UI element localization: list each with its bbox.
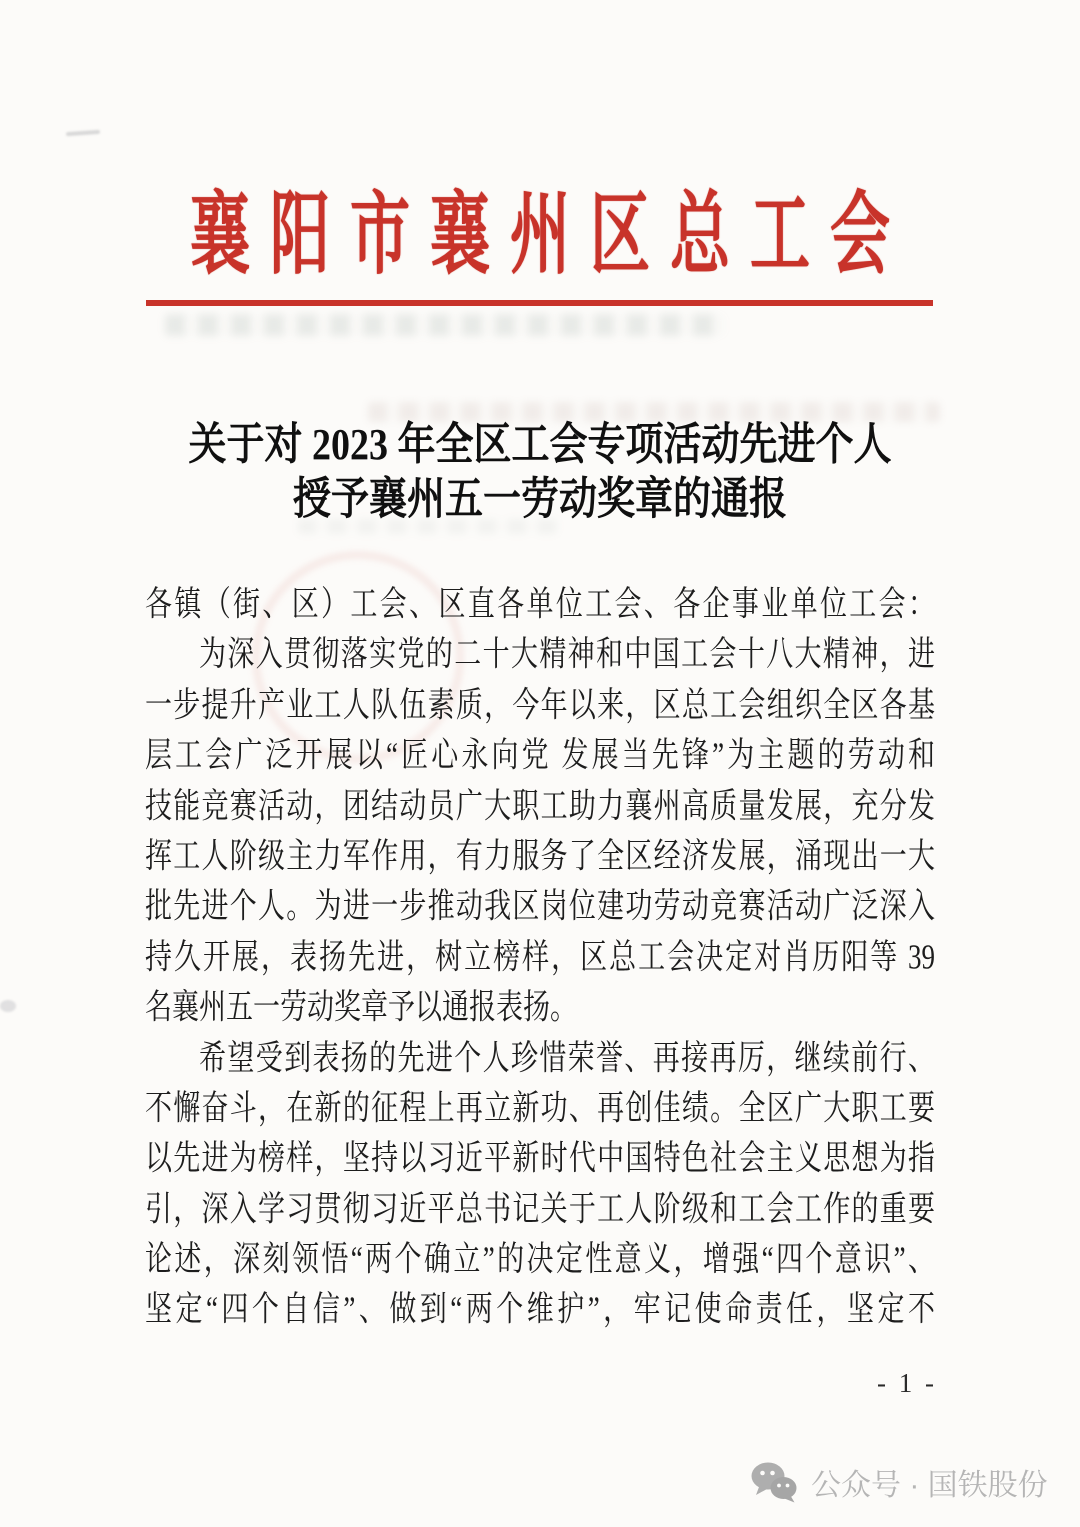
body-line: 希望受到表扬的先进个人珍惜荣誉、再接再厉，继续前行、 [199,1038,935,1077]
body-line: 层工会广泛开展以“匠心永向党 发展当先锋”为主题的劳动和 [145,735,935,775]
bleed-through-band [165,314,725,336]
body-line: 坚定“四个自信”、做到“两个维护”，牢记使命责任，坚定不 [145,1290,935,1329]
body-line: 引，深入学习贯彻习近平总书记关于工人阶级和工会工作的重要 [145,1189,935,1228]
wechat-icon [750,1461,798,1503]
letterhead-org-name: 襄阳市襄州区总工会 [190,185,910,285]
page-number: - 1 - [877,1368,937,1398]
scan-artifact [0,1000,16,1012]
body-line: 一步提升产业工人队伍素质，今年以来，区总工会组织全区各基 [145,685,935,724]
body-line: 以先进为榜样，坚持以习近平新时代中国特色社会主义思想为指 [145,1139,935,1178]
scan-artifact [66,130,100,136]
letterhead-divider [146,300,933,306]
body-text [145,579,935,1335]
document-title-line-1: 关于对 2023 年全区工会专项活动先进个人 [188,420,892,470]
body-line: 论述，深刻领悟“两个确立”的决定性意义，增强“四个意识”、 [145,1239,935,1279]
body-line: 为深入贯彻落实党的二十大精神和中国工会十八大精神，进 [199,635,935,674]
body-line: 技能竞赛活动，团结动员广大职工助力襄州高质量发展，充分发 [145,786,935,825]
body-line: 不懈奋斗，在新的征程上再立新功、再创佳绩。全区广大职工要 [145,1088,935,1128]
body-line: 挥工人阶级主力军作用，有力服务了全区经济发展，涌现出一大 [145,836,935,876]
body-line: 名襄州五一劳动奖章予以通报表扬。 [145,987,577,1027]
document-title [0,418,1080,527]
watermark-text: 公众号 · 国铁股份 [811,1469,1048,1502]
document-title-line-2: 授予襄州五一劳动奖章的通报 [292,475,787,525]
body-line: 各镇（街、区）工会、区直各单位工会、各企事业单位工会： [145,584,935,624]
body-line: 持久开展，表扬先进，树立榜样，区总工会决定对肖历阳等 39 [145,937,935,976]
body-line: 批先进个人。为进一步推动我区岗位建功劳动竞赛活动广泛深入 [145,887,935,926]
watermark [750,1460,1048,1504]
